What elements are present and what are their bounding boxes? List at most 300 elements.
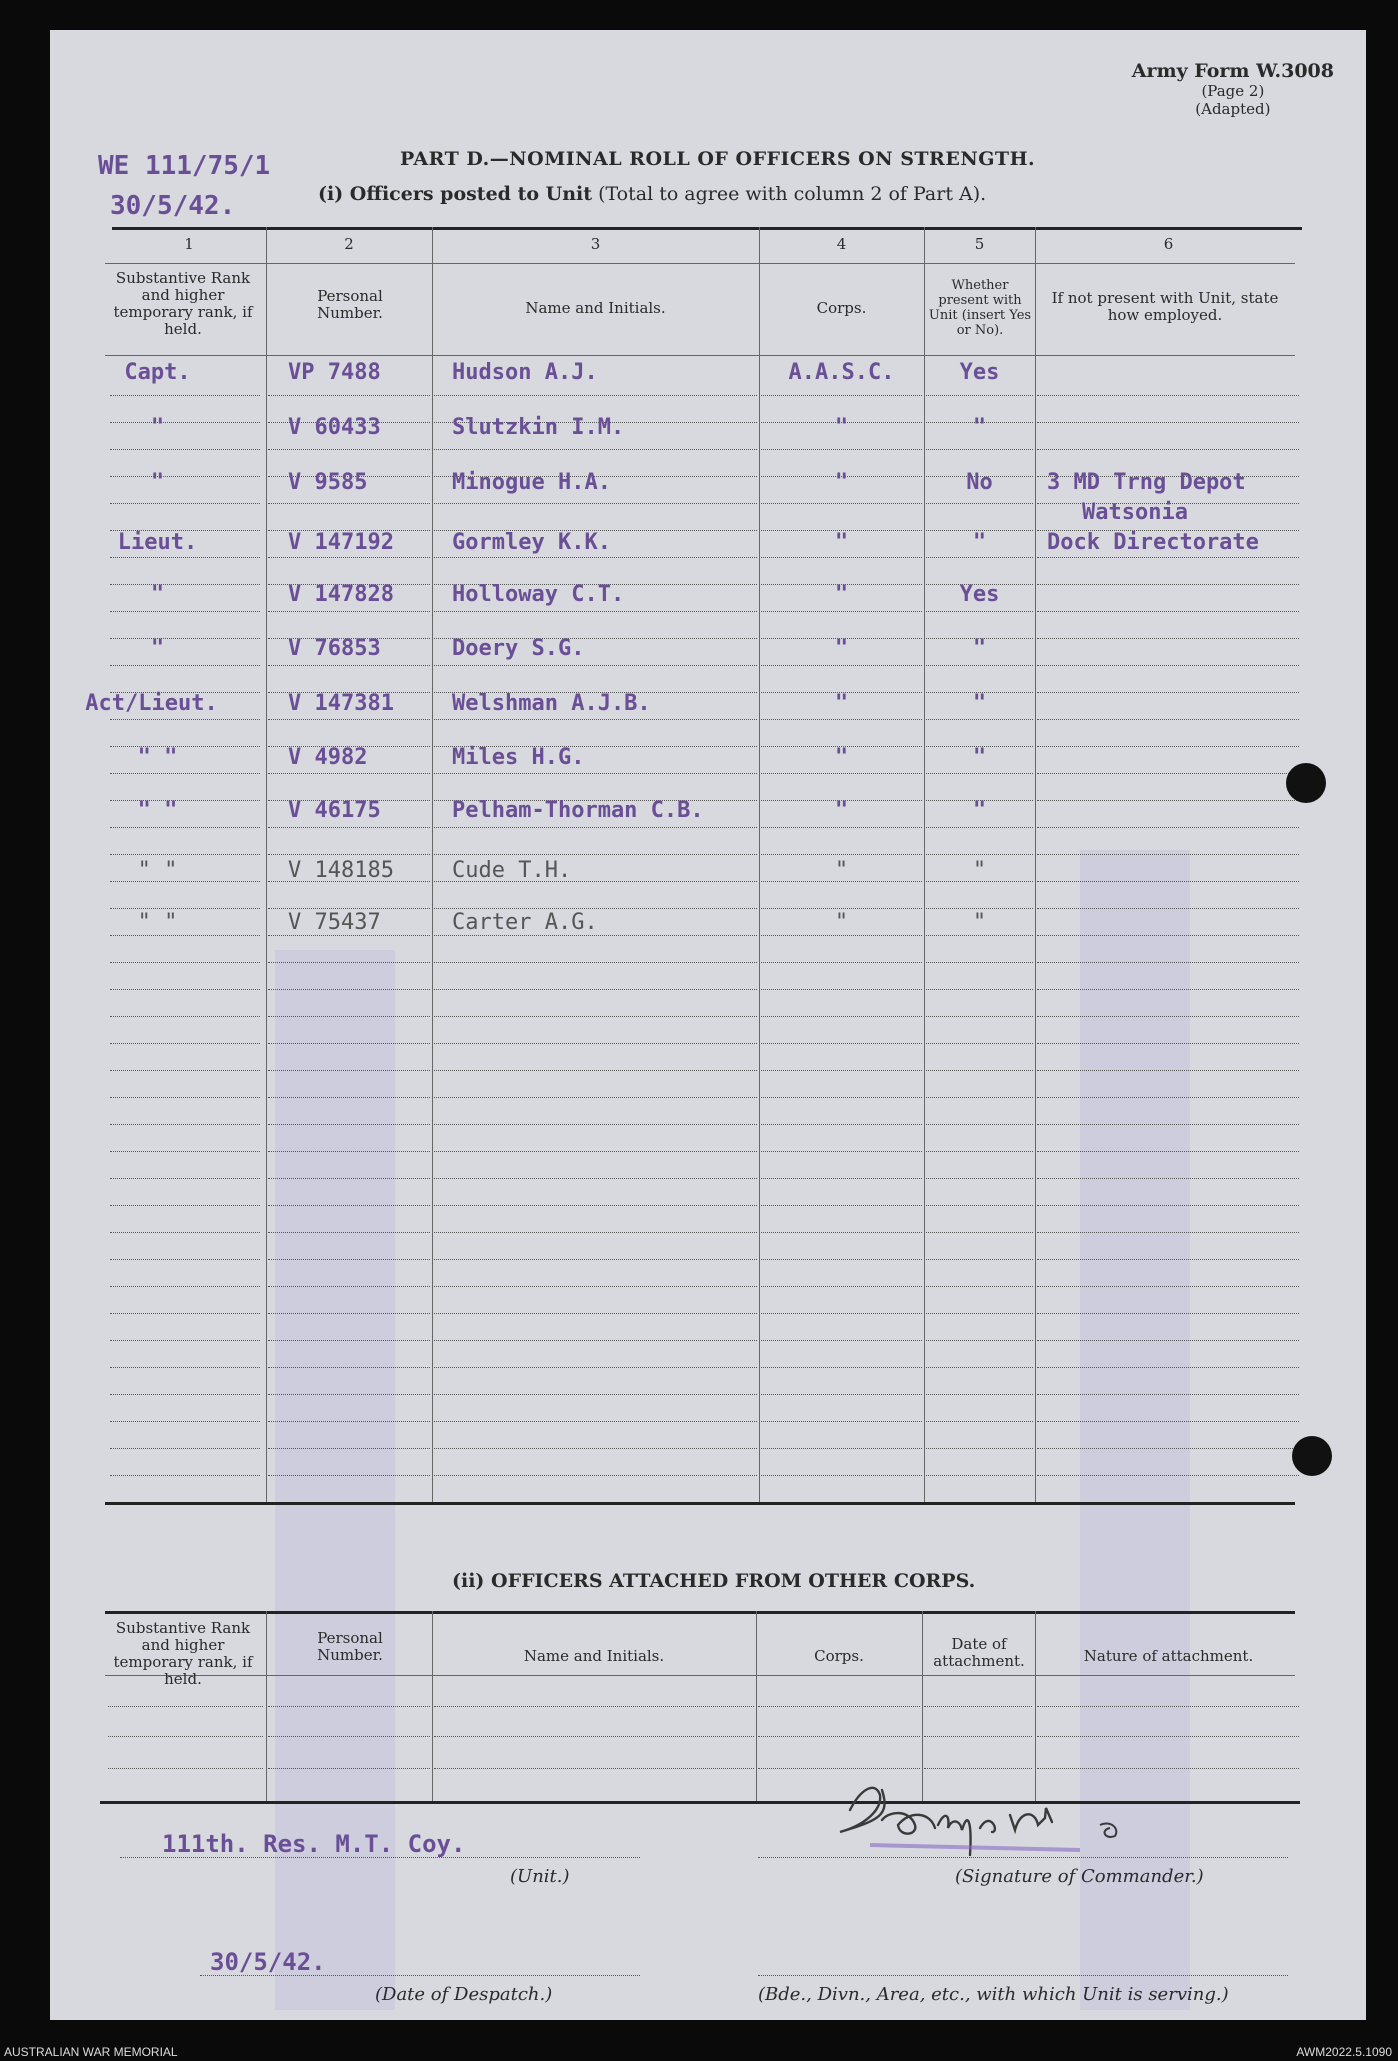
ruled-line (926, 557, 1033, 558)
signature-caption: (Signature of Commander.) (955, 1866, 1204, 1887)
ruled-line (434, 1736, 754, 1737)
ruled-line (761, 962, 922, 963)
ruled-line (110, 1070, 260, 1071)
ruled-line (1037, 1043, 1299, 1044)
ruled-line (110, 449, 260, 450)
ruled-line (926, 1475, 1033, 1476)
column-divider (1035, 227, 1036, 1502)
ruled-line (1037, 719, 1299, 720)
ruled-line (761, 773, 922, 774)
ruled-line (110, 1016, 260, 1017)
ruled-line (1037, 1367, 1299, 1368)
cell-number: VP 7488 (288, 360, 381, 385)
ruled-line (1037, 881, 1299, 882)
ruled-line (268, 1124, 430, 1125)
ruled-line (1037, 1286, 1299, 1287)
ruled-line (926, 1205, 1033, 1206)
ruled-line (434, 1070, 757, 1071)
ruled-line (926, 1394, 1033, 1395)
ruled-line (926, 503, 1033, 504)
page-subtitle (318, 183, 986, 205)
cell-name: Gormley K.K. (452, 530, 611, 555)
formation-caption: (Bde., Divn., Area, etc., with which Unit is serving.) (758, 1984, 1229, 2005)
page-title: PART D.—NOMINAL ROLL OF OFFICERS ON STRENGTH. (400, 148, 1036, 170)
ruled-line (1037, 638, 1299, 639)
punch-hole (1286, 763, 1326, 803)
ruled-line (268, 908, 430, 909)
ruled-line (110, 665, 260, 666)
cell-corps: " (834, 415, 849, 440)
ruled-line (1037, 746, 1299, 747)
ruled-line (761, 854, 922, 855)
ruled-line (761, 1178, 922, 1179)
cell-present: No (966, 470, 993, 495)
ruled-line (761, 935, 922, 936)
cell-number: V 9585 (288, 470, 368, 495)
credit-right: AWM2022.5.1090 (1296, 2045, 1392, 2059)
ruled-line (434, 908, 757, 909)
ruled-line (761, 503, 922, 504)
ruled-line (268, 1768, 430, 1769)
ruled-line (926, 908, 1033, 909)
ruled-line (926, 1367, 1033, 1368)
ruled-line (926, 1097, 1033, 1098)
s2-header-personal-number: Personal Number. (317, 1629, 383, 1664)
ruled-line (1037, 1340, 1299, 1341)
ruled-line (110, 1367, 260, 1368)
ruled-line (110, 611, 260, 612)
ruled-line (926, 1232, 1033, 1233)
ruled-line (1037, 800, 1299, 801)
ruled-line (1037, 962, 1299, 963)
ruled-line (434, 1448, 757, 1449)
ruled-line (926, 1124, 1033, 1125)
ruled-line (761, 1421, 922, 1422)
reference-block (98, 146, 270, 226)
ruled-line (758, 1706, 920, 1707)
ruled-line (110, 1394, 260, 1395)
ruled-line (110, 773, 260, 774)
s2-header-name: Name and Initials. (523, 1647, 665, 1665)
ruled-line (434, 1016, 757, 1017)
ruled-line (1037, 584, 1299, 585)
cell-present: " (972, 530, 987, 555)
ruled-line (434, 395, 757, 396)
ruled-line (110, 1178, 260, 1179)
ruled-line (268, 1736, 430, 1737)
ruled-line (268, 773, 430, 774)
ruled-line (1037, 611, 1299, 612)
ruled-line (1037, 1016, 1299, 1017)
cell-name: Holloway C.T. (452, 582, 625, 607)
ruled-line (268, 719, 430, 720)
ruled-line (761, 1259, 922, 1260)
column-divider (266, 1611, 267, 1801)
ruled-line (1037, 1070, 1299, 1071)
section2-top-rule (105, 1611, 1295, 1614)
ruled-line (761, 1205, 922, 1206)
cell-rank: " " (137, 745, 178, 770)
cell-name: Welshman A.J.B. (452, 691, 651, 716)
cell-corps: " (834, 691, 849, 716)
ruled-line (761, 1124, 922, 1125)
ruled-line (110, 1043, 260, 1044)
ruled-line (268, 962, 430, 963)
ruled-line (268, 1016, 430, 1017)
ruled-line (434, 1151, 757, 1152)
ruled-line (926, 773, 1033, 774)
ruled-line (268, 611, 430, 612)
cell-rank: " (150, 582, 165, 607)
ruled-line (434, 1205, 757, 1206)
ruled-line (1037, 692, 1299, 693)
ruled-line (110, 827, 260, 828)
cell-present: Yes (959, 360, 1000, 385)
reference-number: WE 111/75/1 (98, 151, 271, 181)
ruled-line (1037, 395, 1299, 396)
ruled-line (434, 773, 757, 774)
column-number: 3 (590, 235, 601, 253)
ruled-line (268, 1151, 430, 1152)
ruled-line (926, 1259, 1033, 1260)
column-divider (432, 227, 433, 1502)
cell-rank: Capt. (124, 360, 191, 385)
ruled-line (110, 908, 260, 909)
ruled-line (758, 1736, 920, 1737)
cell-present: " (972, 798, 987, 823)
ruled-line (761, 1367, 922, 1368)
cell-rank: " " (137, 858, 178, 883)
cell-name: Minogue H.A. (452, 470, 611, 495)
ruled-line (434, 1475, 757, 1476)
ruled-line (926, 1043, 1033, 1044)
ruled-line (926, 989, 1033, 990)
ruled-line (110, 935, 260, 936)
ruled-line (268, 1259, 430, 1260)
ruled-line (268, 1232, 430, 1233)
date-caption: (Date of Despatch.) (375, 1984, 553, 2005)
ruled-line (108, 1706, 263, 1707)
ruled-line (1037, 1421, 1299, 1422)
ruled-line (434, 1313, 757, 1314)
ruled-line (434, 1286, 757, 1287)
cell-corps: " (834, 636, 849, 661)
ruled-line (926, 1340, 1033, 1341)
reference-date: 30/5/42. (110, 191, 236, 221)
ruled-line (434, 1178, 757, 1179)
ruled-line (1037, 854, 1299, 855)
ruled-line (1037, 557, 1299, 558)
ruled-line (1037, 1394, 1299, 1395)
s2-header-date: Date of attachment. (933, 1635, 1025, 1670)
unit-caption: (Unit.) (510, 1866, 570, 1887)
ruled-line (761, 989, 922, 990)
ruled-line (926, 611, 1033, 612)
ruled-line (110, 719, 260, 720)
ruled-line (926, 719, 1033, 720)
form-sheet (50, 30, 1366, 2020)
ruled-line (761, 1340, 922, 1341)
ruled-line (1037, 1178, 1299, 1179)
header-employment: If not present with Unit, state how employed. (1051, 289, 1279, 324)
ruled-line (268, 1178, 430, 1179)
header-personal-number: Personal Number. (317, 287, 383, 322)
ruled-line (761, 1448, 922, 1449)
ruled-line (268, 1367, 430, 1368)
ruled-line (758, 1768, 920, 1769)
ruled-line (110, 1259, 260, 1260)
ruled-line (434, 1394, 757, 1395)
cell-number: V 76853 (288, 636, 381, 661)
ruled-line (268, 1475, 430, 1476)
ruled-line (1037, 665, 1299, 666)
cell-rank: " (150, 470, 165, 495)
ruled-line (926, 1151, 1033, 1152)
ruled-line (268, 1394, 430, 1395)
ruled-line (1037, 1475, 1299, 1476)
form-note: (Adapted) (1195, 100, 1271, 118)
cell-corps: " (834, 910, 849, 935)
ruled-line (268, 1421, 430, 1422)
cell-number: V 60433 (288, 415, 381, 440)
ruled-line (110, 1475, 260, 1476)
column-number: 2 (344, 235, 354, 253)
form-number: Army Form W.3008 (1131, 60, 1334, 82)
ruled-line (1037, 449, 1299, 450)
ruled-line (268, 557, 430, 558)
ruled-line (268, 1286, 430, 1287)
ruled-line (434, 989, 757, 990)
ruled-line (926, 395, 1033, 396)
ruled-line (1037, 989, 1299, 990)
cell-corps: " (834, 582, 849, 607)
ruled-line (924, 1736, 1032, 1737)
ruled-line (434, 1232, 757, 1233)
ruled-line (110, 962, 260, 963)
ruled-line (268, 665, 430, 666)
ruled-line (1037, 935, 1299, 936)
cell-corps: " (834, 745, 849, 770)
ruled-line (110, 854, 260, 855)
punch-hole (1292, 1436, 1332, 1476)
ruled-line (761, 395, 922, 396)
ruled-line (1037, 1097, 1299, 1098)
ruled-line (926, 827, 1033, 828)
cell-corps: " (834, 798, 849, 823)
cell-present: " (972, 691, 987, 716)
ruled-line (268, 1340, 430, 1341)
ruled-line (268, 854, 430, 855)
ruled-line (268, 395, 430, 396)
cell-name: Carter A.G. (452, 910, 598, 935)
ruled-line (926, 1286, 1033, 1287)
cell-corps: A.A.S.C. (788, 360, 895, 385)
ruled-line (434, 719, 757, 720)
ruled-line (268, 1448, 430, 1449)
ruled-line (926, 1448, 1033, 1449)
ruled-line (110, 1124, 260, 1125)
cell-corps: " (834, 470, 849, 495)
ruled-line (761, 1016, 922, 1017)
ruled-line (926, 1421, 1033, 1422)
subtitle-label: (i) Officers posted to Unit (318, 183, 593, 205)
ruled-line (1037, 1736, 1299, 1737)
ruled-line (108, 1768, 263, 1769)
column-divider (756, 1611, 757, 1801)
section2-title: (ii) OFFICERS ATTACHED FROM OTHER CORPS. (452, 1570, 976, 1592)
s2-header-nature: Nature of attachment. (1083, 1647, 1254, 1665)
ruled-line (268, 1097, 430, 1098)
cell-rank: " (150, 636, 165, 661)
cell-number: V 148185 (288, 858, 394, 883)
ruled-line (761, 1313, 922, 1314)
unit-value: 111th. Res. M.T. Coy. (162, 1830, 466, 1858)
ruled-line (926, 1016, 1033, 1017)
ruled-line (434, 854, 757, 855)
ruled-line (761, 1394, 922, 1395)
credit-left: AUSTRALIAN WAR MEMORIAL (4, 2045, 178, 2059)
ruled-line (1037, 1151, 1299, 1152)
cell-number: V 147381 (288, 691, 394, 716)
ruled-line (761, 665, 922, 666)
ruled-line (110, 1097, 260, 1098)
ruled-line (1037, 773, 1299, 774)
ruled-line (761, 1475, 922, 1476)
ruled-line (268, 503, 430, 504)
ruled-line (1037, 1232, 1299, 1233)
ruled-line (761, 827, 922, 828)
ruled-line (434, 827, 757, 828)
ruled-line (1037, 1259, 1299, 1260)
table-bottom-rule (105, 1502, 1295, 1505)
cell-name: Miles H.G. (452, 745, 585, 770)
ruled-line (926, 1070, 1033, 1071)
ruled-line (761, 1097, 922, 1098)
ruled-line (1037, 1124, 1299, 1125)
column-number: 5 (974, 235, 985, 253)
ruled-line (1037, 1313, 1299, 1314)
ruled-line (268, 989, 430, 990)
ruled-line (434, 557, 757, 558)
commander-signature (820, 1770, 1180, 1860)
ruled-line (110, 1340, 260, 1341)
ruled-line (434, 935, 757, 936)
ruled-line (761, 611, 922, 612)
ruled-line (926, 665, 1033, 666)
ruled-line (110, 1313, 260, 1314)
header-rule (105, 263, 1295, 264)
cell-corps: " (834, 858, 849, 883)
cell-present: Yes (959, 582, 1000, 607)
ruled-line (761, 719, 922, 720)
s2-header-rank: Substantive Rank and higher temporary rank, if held. (113, 1619, 253, 1688)
cell-present: " (972, 415, 987, 440)
ruled-line (110, 989, 260, 990)
ruled-line (108, 1736, 263, 1737)
ruled-line (110, 1151, 260, 1152)
ruled-line (268, 1070, 430, 1071)
ruled-line (761, 1070, 922, 1071)
ruled-line (434, 503, 757, 504)
ruled-line (268, 449, 430, 450)
ruled-line (924, 1706, 1032, 1707)
ruled-line (434, 449, 757, 450)
ruled-line (924, 1768, 1032, 1769)
cell-rank: " (150, 415, 165, 440)
section2-header-rule (105, 1675, 1295, 1676)
employment-note: Watsonia (1082, 500, 1188, 525)
ruled-line (761, 1286, 922, 1287)
form-reference (1132, 60, 1334, 118)
ruled-line (434, 665, 757, 666)
cell-name: Hudson A.J. (452, 360, 598, 385)
cell-employment: Dock Directorate (1047, 530, 1259, 555)
cell-number: V 147828 (288, 582, 394, 607)
ruled-line (434, 1340, 757, 1341)
cell-number: V 147192 (288, 530, 394, 555)
ruled-line (434, 1043, 757, 1044)
column-divider (266, 227, 267, 1502)
ruled-line (1037, 908, 1299, 909)
cell-number: V 46175 (288, 798, 381, 823)
ruled-line (434, 1421, 757, 1422)
ruled-line (110, 395, 260, 396)
ruled-line (761, 1043, 922, 1044)
table-top-rule (112, 227, 1302, 230)
cell-present: " (972, 745, 987, 770)
cell-rank: Lieut. (117, 530, 198, 555)
ruled-line (110, 503, 260, 504)
ruled-line (268, 1313, 430, 1314)
ruled-line (1037, 1205, 1299, 1206)
ruled-line (268, 1706, 430, 1707)
ruled-line (761, 557, 922, 558)
column-number: 4 (836, 235, 847, 253)
date-value: 30/5/42. (210, 1948, 326, 1976)
ruled-line (1037, 1448, 1299, 1449)
ruled-line (110, 1448, 260, 1449)
formation-line (758, 1975, 1288, 1976)
cell-employment: 3 MD Trng Depot (1047, 470, 1246, 495)
ruled-line (268, 1205, 430, 1206)
ruled-line (434, 611, 757, 612)
ruled-line (110, 1286, 260, 1287)
header-corps: Corps. (816, 299, 867, 317)
ruled-line (1037, 1768, 1299, 1769)
ruled-line (926, 962, 1033, 963)
cell-rank: " " (137, 798, 178, 823)
ruled-line (110, 557, 260, 558)
cell-rank: " " (137, 910, 178, 935)
ruled-line (1037, 422, 1299, 423)
ruled-line (1037, 1706, 1299, 1707)
ruled-line (761, 908, 922, 909)
ruled-line (1037, 827, 1299, 828)
header-rank: Substantive Rank and higher temporary rank, if held. (113, 269, 253, 338)
cell-name: Pelham-Thorman C.B. (452, 798, 704, 823)
form-page: (Page 2) (1201, 82, 1265, 100)
ruled-line (110, 1205, 260, 1206)
ruled-line (110, 1232, 260, 1233)
ruled-line (761, 1151, 922, 1152)
ruled-line (268, 935, 430, 936)
ruled-line (268, 827, 430, 828)
ruled-line (110, 1421, 260, 1422)
cell-present: " (972, 636, 987, 661)
header-present: Whether present with Unit (insert Yes or No). (928, 278, 1032, 338)
subtitle-note: (Total to agree with column 2 of Part A). (598, 183, 987, 205)
ruled-line (926, 1178, 1033, 1179)
